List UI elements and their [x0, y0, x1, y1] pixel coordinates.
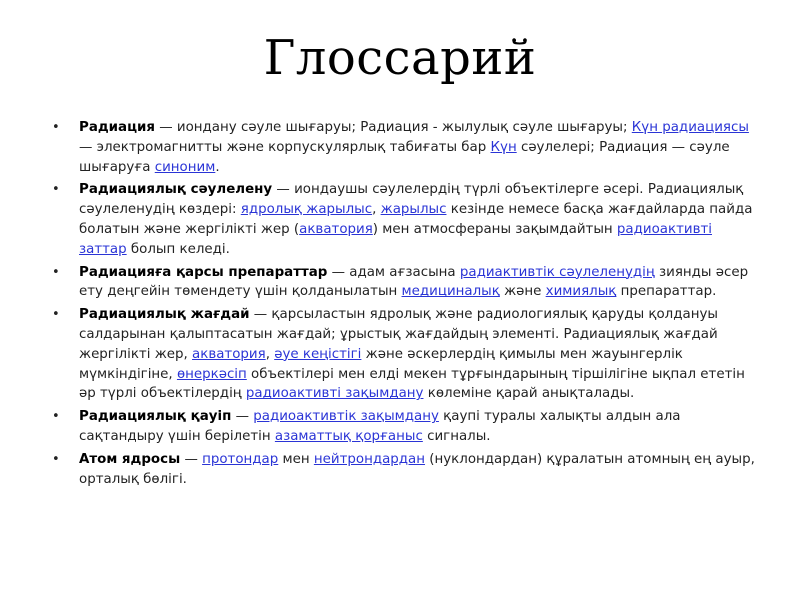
- glossary-link[interactable]: өнеркәсіп: [176, 366, 247, 382]
- definition-text: және әскерлердің қимылы мен жауынгерлік мүмкіндігіне,: [79, 346, 683, 382]
- glossary-link[interactable]: жарылыс: [380, 202, 447, 218]
- definition-text: препараттар.: [616, 284, 717, 300]
- glossary-term: Радиациялық сәулелену: [79, 182, 273, 198]
- glossary-entry: [52, 305, 757, 404]
- glossary-link[interactable]: Күн радиациясы: [631, 120, 749, 135]
- definition-text: ,: [265, 346, 275, 362]
- glossary-entry: [52, 118, 757, 177]
- definition-text: — электромагнитты және корпускулярлық табиғаты бар: [79, 139, 491, 155]
- glossary-link[interactable]: радиоактивті зақымдану: [245, 386, 424, 402]
- definition-text: сәулелері; Радиация — сәуле шығаруға: [79, 139, 730, 175]
- bullet-icon: •: [52, 120, 60, 135]
- glossary-link[interactable]: Күн: [490, 139, 517, 155]
- bullet-icon: •: [52, 264, 60, 280]
- definition-text: —: [180, 451, 203, 467]
- definition-text: сигналы.: [422, 428, 491, 444]
- glossary-term: Радиация: [79, 120, 155, 135]
- definition-text: кезінде немесе басқа жағдайларда пайда болатын және жергілікті жер (: [79, 202, 753, 237]
- glossary-link[interactable]: нейтрондардан: [313, 451, 426, 467]
- definition-text: зиянды әсер ету деңгейін төмендету үшін қолданылатын: [79, 264, 749, 300]
- glossary-entry: [52, 263, 757, 303]
- glossary-link[interactable]: ядролық жарылыс: [240, 202, 373, 218]
- glossary-entry: [52, 180, 757, 259]
- glossary-link[interactable]: синоним: [154, 159, 216, 175]
- definition-text: .: [215, 159, 220, 175]
- bullet-icon: •: [52, 451, 60, 467]
- definition-text: объектілері мен елді мекен тұрғындарының тіршілігіне ықпал ететін әр түрлі объектілердің: [79, 366, 745, 402]
- definition-text: ,: [372, 202, 381, 218]
- bullet-icon: •: [52, 307, 60, 323]
- glossary-list: [52, 118, 757, 492]
- glossary-entry: [52, 450, 757, 490]
- definition-text: — иондану сәуле шығаруы; Радиация - жылулық сәуле шығаруы;: [155, 120, 632, 135]
- definition-text: (нуклондардан) құралатын атомның ең ауыр, орталық бөлігі.: [79, 451, 755, 487]
- definition-text: — адам ағзасына: [327, 264, 460, 280]
- definition-text: ) мен атмосфераны зақымдайтын: [372, 221, 617, 237]
- definition-text: — иондаушы сәулелердің түрлі объектілерге әсері. Радиациялық сәулеленудің көздері:: [79, 182, 744, 218]
- definition-text: көлеміне қарай анықталады.: [423, 386, 635, 402]
- glossary-link[interactable]: азаматтық қорғаныс: [274, 428, 423, 444]
- definition-text: қаупі туралы халықты алдын ала сақтандыру үшін берілетін: [79, 409, 681, 444]
- glossary-link[interactable]: химиялық: [545, 284, 617, 300]
- slide-title: Глоссарий: [263, 30, 537, 86]
- glossary-link[interactable]: медициналық: [401, 284, 500, 300]
- glossary-link[interactable]: радиоактивтік зақымдану: [253, 409, 439, 425]
- glossary-link[interactable]: әуе кеңістігі: [274, 346, 362, 362]
- glossary-entry: [52, 407, 757, 447]
- bullet-icon: •: [52, 182, 60, 198]
- glossary-link[interactable]: акватория: [192, 346, 266, 362]
- definition-text: болып келеді.: [126, 241, 230, 257]
- definition-text: —: [231, 409, 254, 425]
- glossary-link[interactable]: акватория: [299, 221, 373, 237]
- glossary-link[interactable]: радиактивтік сәулеленудің: [459, 264, 655, 280]
- glossary-term: Радиациялық қауіп: [79, 409, 232, 425]
- definition-text: — қарсыластын ядролық және радиологиялық қаруды қолдануы салдарынан қалыптасатын жағдай; ұрыстық жағдайдың элементі. Радиациялық жағдай жергілікті жер,: [79, 307, 718, 362]
- glossary-term: Атом ядросы: [79, 451, 181, 467]
- glossary-term: Радиациялық жағдай: [79, 307, 250, 323]
- bullet-icon: •: [52, 409, 60, 425]
- definition-text: және: [499, 284, 546, 300]
- glossary-term: Радиацияға қарсы препараттар: [79, 264, 328, 280]
- glossary-link[interactable]: протондар: [202, 451, 279, 467]
- definition-text: мен: [278, 451, 314, 467]
- glossary-link[interactable]: радиоактивті заттар: [79, 221, 712, 257]
